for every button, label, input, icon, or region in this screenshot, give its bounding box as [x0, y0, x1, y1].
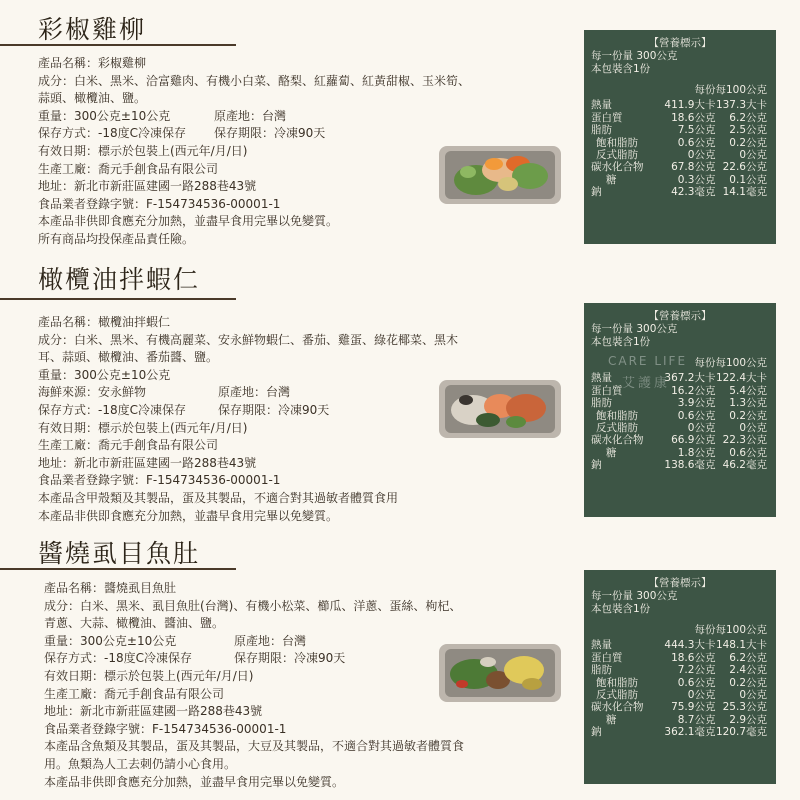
nutrient-per-100g: 0.6公克 — [729, 446, 767, 459]
nutrition-panel — [584, 303, 776, 517]
shelf-life-line: 保存期限：冷凍90天 — [214, 126, 326, 141]
product-info — [38, 55, 478, 249]
nutrient-label: 鈉 — [591, 186, 602, 199]
nutrient-per-100g: 1.3公克 — [729, 397, 767, 410]
nutrition-table — [584, 357, 776, 472]
nutrition-row — [584, 639, 776, 651]
nutrition-row — [584, 422, 776, 434]
nutrition-row — [584, 677, 776, 689]
col-per-serving: 每份 — [694, 84, 716, 96]
info-line: 生產工廠：喬元手創食品有限公司 — [38, 161, 219, 176]
title-underline — [0, 568, 236, 570]
nutrient-per-serving: 18.6公克 — [671, 651, 716, 664]
nutrition-row — [584, 137, 776, 149]
info-line: 有效日期：標示於包裝上(西元年/月/日) — [38, 143, 248, 158]
nutrition-row — [584, 149, 776, 161]
nutrient-per-serving: 0.3公克 — [677, 173, 716, 186]
nutrient-per-100g: 2.9公克 — [729, 713, 767, 726]
nutrient-per-serving: 1.8公克 — [677, 446, 716, 459]
nutrient-per-serving: 42.3毫克 — [671, 186, 716, 199]
nutrition-row — [584, 186, 776, 198]
origin-line: 原產地：台灣 — [214, 108, 287, 123]
storage-line: 保存方式：-18度C冷凍保存 — [38, 402, 186, 417]
nutrition-row — [584, 726, 776, 738]
nutrient-per-100g: 2.4公克 — [729, 664, 767, 677]
nutrient-label: 脂肪 — [591, 664, 612, 677]
nutrition-row — [584, 372, 776, 384]
nutrient-label: 反式脂肪 — [596, 689, 638, 702]
nutrient-per-100g: 6.2公克 — [729, 111, 767, 124]
info-line: 地址：新北市新莊區建國一路288巷43號 — [44, 704, 263, 719]
nutrient-per-serving: 75.9公克 — [671, 701, 716, 714]
origin-line: 原產地：台灣 — [218, 385, 291, 400]
nutrition-panel — [584, 30, 776, 244]
food-tray-image — [438, 376, 562, 440]
nutrition-row — [584, 174, 776, 186]
product-title: 彩椒雞柳 — [38, 15, 147, 44]
nutrition-row — [584, 652, 776, 664]
nutrition-row — [584, 689, 776, 701]
seafood-source-line: 海鮮來源：安永鮮物 — [38, 385, 147, 400]
nutrient-label: 脂肪 — [591, 397, 612, 410]
weight-line: 重量：300公克±10公克 — [38, 108, 171, 123]
nutrition-row — [584, 714, 776, 726]
info-line: 所有商品均投保產品責任險。 — [38, 231, 195, 246]
nutrient-label: 熱量 — [591, 99, 612, 112]
serving-size: 每一份量 300公克 — [591, 590, 678, 602]
nutrition-header: 【營養標示】 — [648, 310, 712, 322]
nutrient-per-100g: 0公克 — [739, 689, 767, 702]
nutrient-per-100g: 2.5公克 — [729, 124, 767, 137]
nutrient-label: 反式脂肪 — [596, 422, 638, 435]
servings-per-pack: 本包裝含1份 — [591, 63, 651, 75]
nutrient-per-serving: 0.6公克 — [677, 136, 716, 149]
nutrient-label: 糖 — [606, 173, 617, 186]
nutrient-label: 飽和脂肪 — [596, 136, 638, 149]
nutrient-per-100g: 120.7毫克 — [715, 726, 767, 739]
nutrient-per-serving: 0.6公克 — [677, 676, 716, 689]
ingredients-line: 成分：白米、黑米、有機高麗菜、安永鮮物蝦仁、番茄、雞蛋、綠花椰菜、黑木耳、蒜頭、橄欖油、番茄醬、鹽。 — [38, 332, 459, 365]
nutrient-label: 蛋白質 — [591, 651, 623, 664]
nutrient-per-100g: 0.2公克 — [729, 136, 767, 149]
product-title: 橄欖油拌蝦仁 — [38, 265, 201, 294]
info-line: 食品業者登錄字號：F-154734536-00001-1 — [38, 473, 281, 488]
nutrition-row — [584, 664, 776, 676]
nutrient-label: 飽和脂肪 — [596, 409, 638, 422]
nutrition-row — [584, 701, 776, 713]
storage-line: 保存方式：-18度C冷凍保存 — [44, 651, 192, 666]
nutrient-per-serving: 0.6公克 — [677, 409, 716, 422]
serving-size: 每一份量 300公克 — [591, 323, 678, 335]
nutrition-row — [584, 459, 776, 471]
nutrient-per-serving: 367.2大卡 — [664, 372, 716, 385]
nutrient-per-serving: 411.9大卡 — [664, 99, 716, 112]
info-line: 本產品含魚類及其製品，蛋及其製品，大豆及其製品，不適合對其過敏者體質食用。魚類為人工去刺仍請小心食用。 — [44, 739, 465, 771]
nutrient-label: 熱量 — [591, 372, 612, 385]
nutrient-label: 蛋白質 — [591, 384, 623, 397]
nutrition-row — [584, 447, 776, 459]
ingredients-line: 成分：白米、黑米、虱目魚肚(台灣)、有機小松菜、櫛瓜、洋蔥、蛋絲、枸杞、青蔥、大蒜、橄欖油、醬油、鹽。 — [44, 598, 462, 631]
watermark-text-en: CARE LIFE — [608, 354, 688, 368]
info-line: 本產品含甲殼類及其製品，蛋及其製品，不適合對其過敏者體質食用 — [38, 490, 399, 505]
nutrient-per-100g: 122.4大卡 — [715, 372, 767, 385]
col-per-100g: 每100公克 — [715, 357, 767, 369]
nutrient-per-serving: 7.2公克 — [677, 664, 716, 677]
info-line: 生產工廠：喬元手創食品有限公司 — [38, 438, 219, 453]
nutrient-per-serving: 0公克 — [687, 422, 716, 435]
nutrient-label: 碳水化合物 — [591, 161, 644, 174]
info-line: 有效日期：標示於包裝上(西元年/月/日) — [38, 420, 248, 435]
nutrient-label: 蛋白質 — [591, 111, 623, 124]
nutrient-per-100g: 25.3公克 — [722, 701, 767, 714]
nutrient-per-100g: 148.1大卡 — [715, 639, 767, 652]
nutrient-per-100g: 22.6公克 — [722, 161, 767, 174]
info-line: 產品名稱：彩椒雞柳 — [38, 56, 147, 70]
nutrition-table — [584, 624, 776, 739]
nutrient-per-serving: 67.8公克 — [671, 161, 716, 174]
servings-per-pack: 本包裝含1份 — [591, 603, 651, 615]
col-per-serving: 每份 — [694, 624, 716, 636]
nutrition-row — [584, 124, 776, 136]
product-title: 醬燒虱目魚肚 — [38, 539, 201, 568]
nutrition-row — [584, 112, 776, 124]
shelf-life-line: 保存期限：冷凍90天 — [218, 402, 330, 417]
col-per-serving: 每份 — [694, 357, 716, 369]
nutrient-label: 糖 — [606, 713, 617, 726]
nutrient-per-serving: 444.3大卡 — [664, 639, 716, 652]
nutrient-label: 脂肪 — [591, 124, 612, 137]
title-underline — [0, 298, 236, 300]
nutrient-per-100g: 46.2毫克 — [722, 459, 767, 472]
title-underline — [0, 44, 236, 46]
nutrient-per-100g: 6.2公克 — [729, 651, 767, 664]
storage-line: 保存方式：-18度C冷凍保存 — [38, 126, 186, 141]
nutrition-header: 【營養標示】 — [648, 37, 712, 49]
ingredients-line: 成分：白米、黑米、洽富雞肉、有機小白菜、酪梨、紅蘿蔔、紅黃甜椒、玉米筍、蒜頭、橄欖油、鹽。 — [38, 73, 471, 106]
nutrient-label: 鈉 — [591, 726, 602, 739]
nutrition-panel — [584, 570, 776, 784]
nutrient-per-serving: 0公克 — [687, 149, 716, 162]
info-line: 地址：新北市新莊區建國一路288巷43號 — [38, 455, 257, 470]
nutrition-row — [584, 385, 776, 397]
nutrition-row — [584, 99, 776, 111]
nutrient-label: 碳水化合物 — [591, 701, 644, 714]
nutrition-row — [584, 410, 776, 422]
food-tray-image — [438, 142, 562, 206]
nutrient-per-100g: 0.1公克 — [729, 173, 767, 186]
info-line: 地址：新北市新莊區建國一路288巷43號 — [38, 179, 257, 194]
nutrient-per-100g: 0公克 — [739, 422, 767, 435]
info-line: 食品業者登錄字號：F-154734536-00001-1 — [38, 196, 281, 211]
nutrient-per-100g: 14.1毫克 — [722, 186, 767, 199]
nutrient-per-serving: 138.6毫克 — [664, 459, 716, 472]
nutrient-per-serving: 3.9公克 — [677, 397, 716, 410]
nutrient-per-serving: 16.2公克 — [671, 384, 716, 397]
info-line: 本產品非供即食應充分加熱，並盡早食用完畢以免變質。 — [38, 214, 339, 229]
nutrient-per-100g: 0.2公克 — [729, 676, 767, 689]
nutrient-label: 反式脂肪 — [596, 149, 638, 162]
nutrient-label: 鈉 — [591, 459, 602, 472]
nutrient-per-100g: 22.3公克 — [722, 434, 767, 447]
nutrient-per-100g: 137.3大卡 — [715, 99, 767, 112]
nutrient-label: 熱量 — [591, 639, 612, 652]
nutrient-label: 飽和脂肪 — [596, 676, 638, 689]
nutrition-row — [584, 434, 776, 446]
nutrition-header: 【營養標示】 — [648, 577, 712, 589]
nutrient-per-serving: 8.7公克 — [677, 713, 716, 726]
product-info — [38, 314, 478, 525]
serving-size: 每一份量 300公克 — [591, 50, 678, 62]
col-per-100g: 每100公克 — [715, 624, 767, 636]
nutrient-label: 碳水化合物 — [591, 434, 644, 447]
col-per-100g: 每100公克 — [715, 84, 767, 96]
info-line: 產品名稱：橄欖油拌蝦仁 — [38, 315, 171, 329]
nutrient-per-100g: 0.2公克 — [729, 409, 767, 422]
nutrition-table — [584, 84, 776, 199]
nutrition-row — [584, 397, 776, 409]
info-line: 有效日期：標示於包裝上(西元年/月/日) — [44, 668, 254, 683]
origin-line: 原產地：台灣 — [234, 633, 307, 648]
nutrient-per-serving: 66.9公克 — [671, 434, 716, 447]
info-line: 本產品非供即食應充分加熱，並盡早食用完畢以免變質。 — [44, 774, 345, 789]
weight-line: 重量：300公克±10公克 — [38, 367, 171, 382]
nutrient-per-serving: 18.6公克 — [671, 111, 716, 124]
nutrient-label: 糖 — [606, 446, 617, 459]
nutrient-per-serving: 362.1毫克 — [664, 726, 716, 739]
watermark-text-zh: 艾護康 — [622, 376, 671, 391]
nutrient-per-100g: 0公克 — [739, 149, 767, 162]
weight-line: 重量：300公克±10公克 — [44, 633, 177, 648]
shelf-life-line: 保存期限：冷凍90天 — [234, 651, 346, 666]
servings-per-pack: 本包裝含1份 — [591, 336, 651, 348]
info-line: 產品名稱：醬燒虱目魚肚 — [44, 581, 177, 595]
info-line: 生產工廠：喬元手創食品有限公司 — [44, 686, 225, 701]
nutrition-row — [584, 161, 776, 173]
food-tray-image — [438, 640, 562, 704]
product-info — [44, 580, 464, 791]
nutrient-per-100g: 5.4公克 — [729, 384, 767, 397]
nutrient-per-serving: 0公克 — [687, 689, 716, 702]
nutrient-per-serving: 7.5公克 — [677, 124, 716, 137]
info-line: 食品業者登錄字號：F-154734536-00001-1 — [44, 721, 287, 736]
info-line: 本產品非供即食應充分加熱，並盡早食用完畢以免變質。 — [38, 508, 339, 523]
